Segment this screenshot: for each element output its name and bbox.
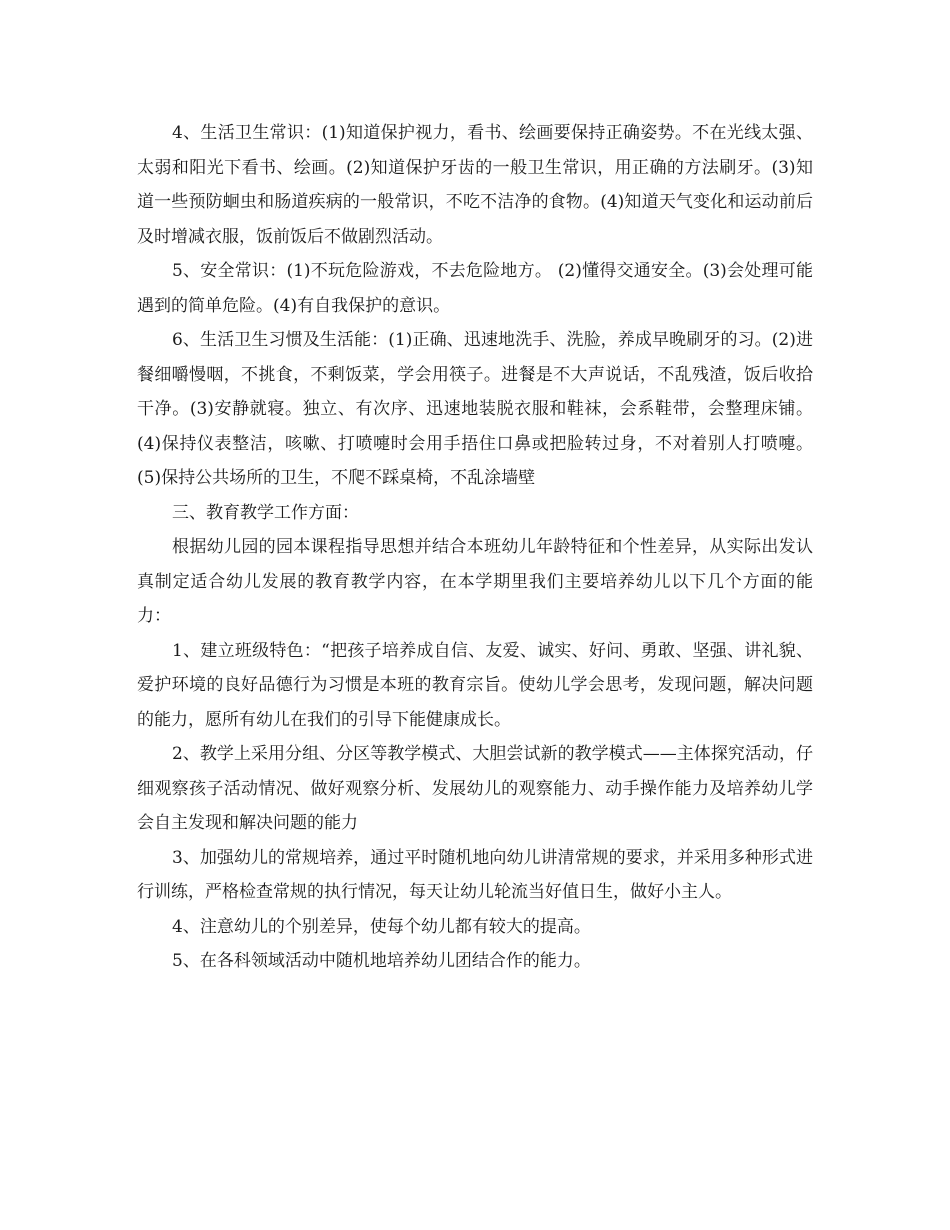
paragraph-cooperation: 5、在各科领域活动中随机地培养幼儿团结合作的能力。 [172,951,591,971]
paragraph-routine-training: 3、加强幼儿的常规培养，通过平时随机地向幼儿讲清常规的要求，并采用多种形式进行训练，严格检查常规的执行情况，每天让幼儿轮流当好值日生，做好小主人。 [137,847,813,902]
paragraph-teaching-mode: 2、教学上采用分组、分区等教学模式、大胆尝试新的教学模式——主体探究活动，仔细观察孩子活动情况、做好观察分析、发展幼儿的观察能力、动手操作能力及培养幼儿学会自主发现和解决问题的能力 [137,744,813,833]
paragraph-safety-knowledge: 5、安全常识：(1)不玩危险游戏，不去危险地方。 (2)懂得交通安全。(3)会处理可能遇到的简单危险。(4)有自我保护的意识。 [137,261,813,316]
section-heading-education: 三、教育教学工作方面： [172,502,359,523]
paragraph-hygiene-knowledge: 4、生活卫生常识：(1)知道保护视力，看书、绘画要保持正确姿势。不在光线太强、太弱和阳光下看书、绘画。(2)知道保护牙齿的一般卫生常识，用正确的方法刷牙。(3)知道一些预防蛔虫和肠道疾病的一般常识，不吃不洁净的食物。(4)知道天气变化和运动前后及时增减衣服，饭前饭后不做剧烈活动。 [137,123,813,247]
paragraph-hygiene-habits: 6、生活卫生习惯及生活能：(1)正确、迅速地洗手、洗脸，养成早晚刷牙的习。(2)进餐细嚼慢咽，不挑食，不剩饭菜，学会用筷子。进餐是不大声说话，不乱残渣，饭后收拾干净。(3)安静就寝。独立、有次序、迅速地装脱衣服和鞋袜，会系鞋带，会整理床铺。(4)保持仪表整洁，咳嗽、打喷嚏时会用手捂住口鼻或把脸转过身，不对着别人打喷嚏。(5)保持公共场所的卫生，不爬不踩桌椅，不乱涂墙壁 [137,330,813,488]
document-body [137,116,813,979]
paragraph-class-features: 1、建立班级特色：“把孩子培养成自信、友爱、诚实、好问、勇敢、坚强、讲礼貌、爱护环境的良好品德行为习惯是本班的教育宗旨。使幼儿学会思考，发现问题，解决问题的能力，愿所有幼儿在我们的引导下能健康成长。 [137,640,813,730]
paragraph-individual-differences: 4、注意幼儿的个别差异，使每个幼儿都有较大的提高。 [172,916,591,937]
paragraph-education-intro: 根据幼儿园的园本课程指导思想并结合本班幼儿年龄特征和个性差异，从实际出发认真制定适合幼儿发展的教育教学内容，在本学期里我们主要培养幼儿以下几个方面的能力： [137,537,813,626]
